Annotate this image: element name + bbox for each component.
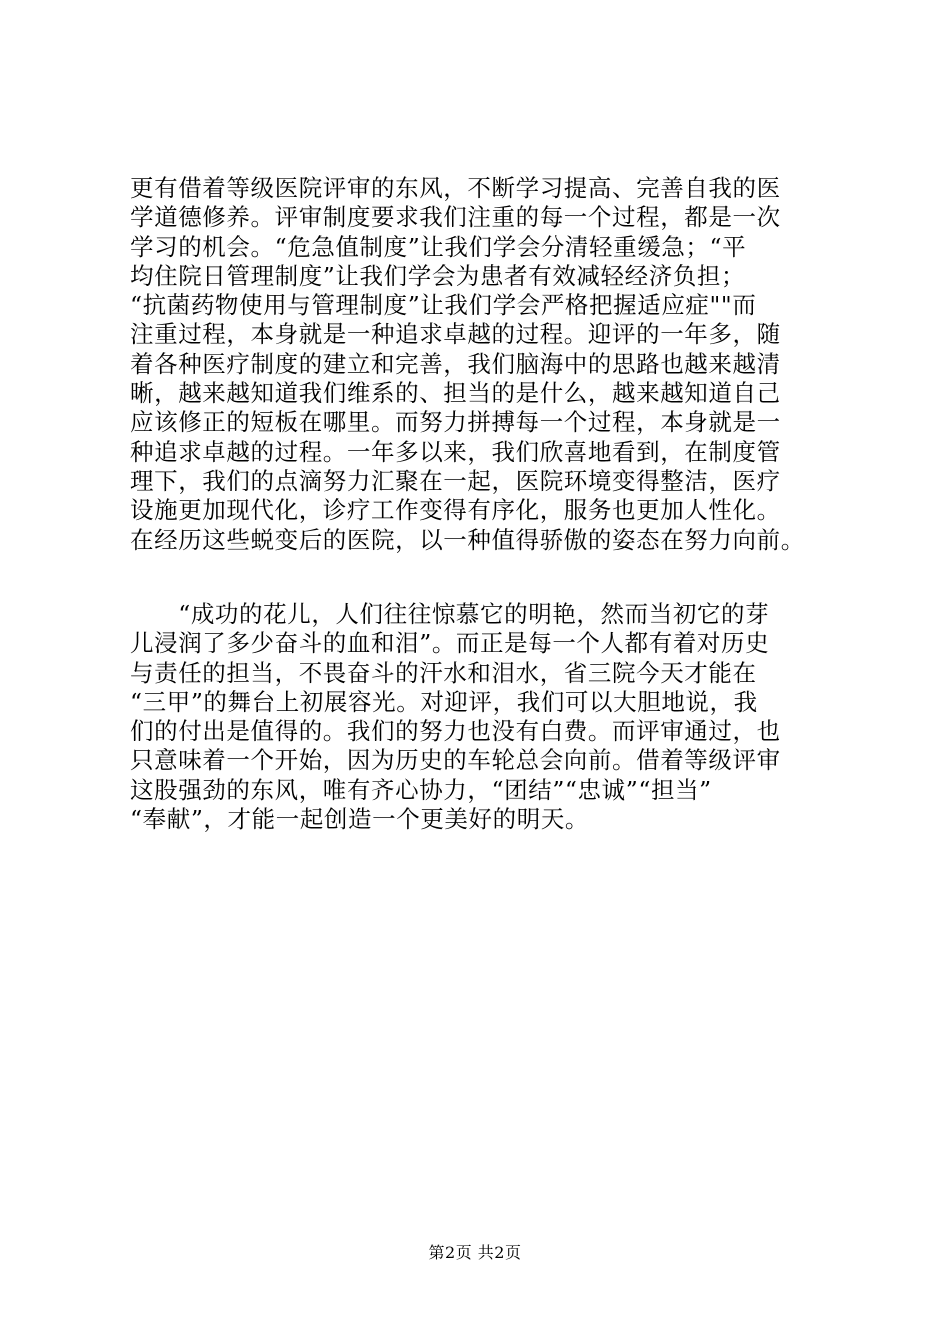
text-line: “成功的花儿，人们往往惊慕它的明艳，然而当初它的芽 [130,600,770,628]
text-line: “三甲”的舞台上初展容光。对迎评，我们可以大胆地说，我 [130,687,758,716]
text-line: 这股强劲的东风，唯有齐心协力，“团结”“忠诚”“担当” [130,775,712,804]
text-line: 均住院日管理制度”让我们学会为患者有效减轻经济负担； [130,261,746,290]
text-line: 在经历这些蜕变后的医院，以一种值得骄傲的姿态在努力向前。 [130,525,805,554]
text-line: 们的付出是值得的。我们的努力也没有白费。而评审通过，也 [130,717,781,746]
text-line: 更有借着等级医院评审的东风，不断学习提高、完善自我的医 [130,174,781,202]
page-number-footer: 第2页 共2页 [428,1243,522,1262]
text-line: 应该修正的短板在哪里。而努力拼搏每一个过程，本身就是一 [130,408,781,437]
text-line: 学习的机会。“危急值制度”让我们学会分清轻重缓急；“平 [130,232,747,261]
text-line: 只意味着一个开始，因为历史的车轮总会向前。借着等级评审 [130,746,781,775]
text-line: “抗菌药物使用与管理制度”让我们学会严格把握适应症""而 [130,291,757,320]
text-line: 学道德修养。评审制度要求我们注重的每一个过程，都是一次 [130,203,781,232]
text-line: 设施更加现代化，诊疗工作变得有序化，服务也更加人性化。 [130,496,781,525]
text-line: 与责任的担当，不畏奋斗的汗水和泪水，省三院今天才能在 [130,658,757,687]
text-line: 晰，越来越知道我们维系的、担当的是什么，越来越知道自己 [130,379,781,408]
text-line: 着各种医疗制度的建立和完善，我们脑海中的思路也越来越清 [130,349,781,378]
text-line: “奉献”，才能一起创造一个更美好的明天。 [130,805,590,834]
text-line: 理下，我们的点滴努力汇聚在一起，医院环境变得整洁，医疗 [130,466,781,495]
body-paragraph-1 [130,174,850,555]
text-line: 注重过程，本身就是一种追求卓越的过程。迎评的一年多，随 [130,320,781,349]
body-paragraph-2 [130,600,850,834]
text-line: 儿浸润了多少奋斗的血和泪”。而正是每一个人都有着对历史 [130,629,770,658]
text-line: 种追求卓越的过程。一年多以来，我们欣喜地看到，在制度管 [130,437,781,466]
